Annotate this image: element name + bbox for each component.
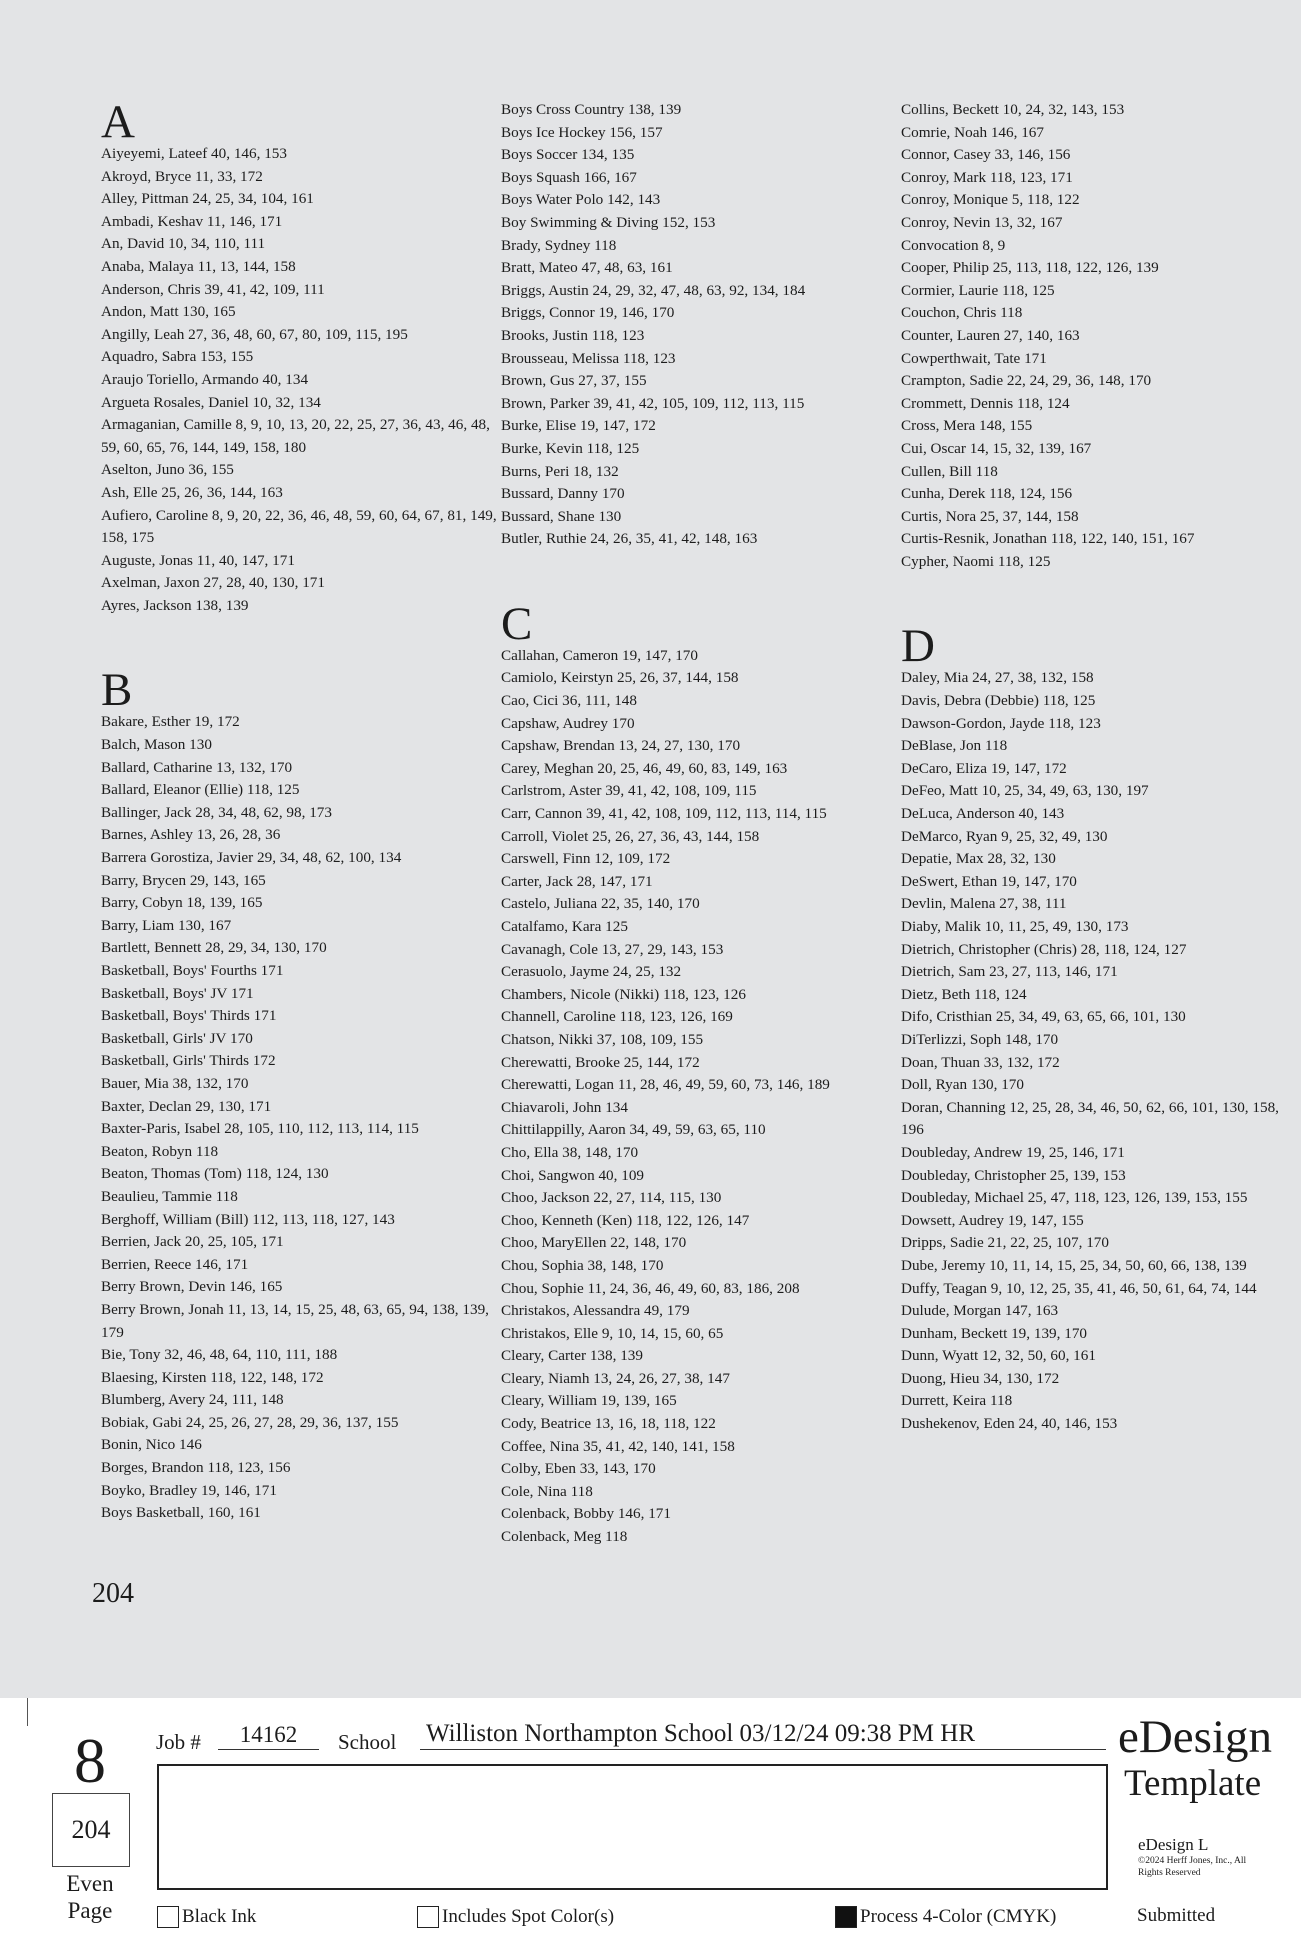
- index-entry: Brown, Parker 39, 41, 42, 105, 109, 112, 113, 115: [501, 394, 805, 412]
- index-entry: Doll, Ryan 130, 170: [901, 1076, 1024, 1094]
- index-entry: Araujo Toriello, Armando 40, 134: [101, 370, 309, 388]
- index-entry: Dawson-Gordon, Jayde 118, 123: [901, 714, 1101, 732]
- index-entry: Davis, Debra (Debbie) 118, 125: [901, 692, 1096, 710]
- index-entry: Berghoff, William (Bill) 112, 113, 118, 127, 143: [101, 1210, 395, 1228]
- index-entry: Berrien, Jack 20, 25, 105, 171: [101, 1233, 284, 1251]
- index-entry: Dripps, Sadie 21, 22, 25, 107, 170: [901, 1234, 1109, 1252]
- index-entry: Castelo, Juliana 22, 35, 140, 170: [501, 895, 700, 913]
- index-entry: Auguste, Jonas 11, 40, 147, 171: [101, 551, 295, 569]
- page-number-box: 204: [52, 1793, 130, 1867]
- index-entry: Dietz, Beth 118, 124: [901, 985, 1027, 1003]
- index-entry: Burke, Elise 19, 147, 172: [501, 417, 656, 435]
- index-entry: Dietrich, Sam 23, 27, 113, 146, 171: [901, 963, 1118, 981]
- template-name: eDesign L: [1138, 1835, 1209, 1854]
- index-entry: Barrera Gorostiza, Javier 29, 34, 48, 62, 100, 134: [101, 849, 402, 867]
- index-entry: Cao, Cici 36, 111, 148: [501, 692, 637, 710]
- school-label: School: [338, 1730, 397, 1754]
- index-entry: Carey, Meghan 20, 25, 46, 49, 60, 83, 149, 163: [501, 759, 788, 777]
- index-entry: Chatson, Nikki 37, 108, 109, 155: [501, 1030, 704, 1048]
- index-entry: DiTerlizzi, Soph 148, 170: [901, 1030, 1059, 1048]
- index-entry: Chittilappilly, Aaron 34, 49, 59, 63, 65, 110: [501, 1121, 766, 1139]
- index-entry: Beaton, Robyn 118: [101, 1142, 219, 1160]
- index-entry: Bonin, Nico 146: [101, 1436, 202, 1454]
- index-entry: Colenback, Meg 118: [501, 1528, 628, 1546]
- index-entry: Akroyd, Bryce 11, 33, 172: [101, 167, 263, 185]
- index-entry: Berry Brown, Devin 146, 165: [101, 1278, 283, 1296]
- index-entry: Choo, Kenneth (Ken) 118, 122, 126, 147: [501, 1211, 750, 1229]
- index-entry: Ash, Elle 25, 26, 36, 144, 163: [101, 483, 283, 501]
- section-gap: [101, 617, 501, 667]
- index-entry: Curtis-Resnik, Jonathan 118, 122, 140, 151, 167: [901, 530, 1195, 548]
- index-entry: Callahan, Cameron 19, 147, 170: [501, 646, 698, 664]
- index-entry: Baxter, Declan 29, 130, 171: [101, 1097, 272, 1115]
- cmyk-label: Process 4-Color (CMYK): [860, 1906, 1057, 1927]
- index-entry: Carswell, Finn 12, 109, 172: [501, 850, 671, 868]
- page-number: 8: [74, 1725, 106, 1796]
- index-entry: Bauer, Mia 38, 132, 170: [101, 1074, 249, 1092]
- index-entry: Colby, Eben 33, 143, 170: [501, 1460, 656, 1478]
- job-number-field[interactable]: 14162: [218, 1722, 319, 1750]
- index-entry: Aufiero, Caroline 8, 9, 20, 22, 36, 46, 48, 59, 60, 64, 67, 81, 149, 158, 175: [101, 506, 497, 547]
- index-entry: Butler, Ruthie 24, 26, 35, 41, 42, 148, 163: [501, 530, 758, 548]
- index-entry: Duong, Hieu 34, 130, 172: [901, 1369, 1060, 1387]
- index-entry: Cunha, Derek 118, 124, 156: [901, 485, 1073, 503]
- index-entry: Cody, Beatrice 13, 16, 18, 118, 122: [501, 1415, 716, 1433]
- index-entry: Brooks, Justin 118, 123: [501, 326, 645, 344]
- index-entry: Cleary, William 19, 139, 165: [501, 1392, 677, 1410]
- section-letter: C: [501, 597, 533, 650]
- index-entry: Durrett, Keira 118: [901, 1392, 1013, 1410]
- template-footer: [0, 1698, 1301, 1951]
- index-entry: Chou, Sophie 11, 24, 36, 46, 49, 60, 83, 186, 208: [501, 1279, 800, 1297]
- index-entry: Cavanagh, Cole 13, 27, 29, 143, 153: [501, 940, 724, 958]
- index-entry: Andon, Matt 130, 165: [101, 303, 236, 321]
- index-entry: Anderson, Chris 39, 41, 42, 109, 111: [101, 280, 325, 298]
- school-field[interactable]: Williston Northampton School 03/12/24 09:38 PM HR: [420, 1720, 1106, 1750]
- index-entry: Briggs, Connor 19, 146, 170: [501, 304, 675, 322]
- index-entry: Cullen, Bill 118: [901, 462, 998, 480]
- index-entry: DeBlase, Jon 118: [901, 737, 1008, 755]
- index-entry: DeFeo, Matt 10, 25, 34, 49, 63, 130, 197: [901, 782, 1149, 800]
- index-entry: Cormier, Laurie 118, 125: [901, 281, 1055, 299]
- index-entry: Berry Brown, Jonah 11, 13, 14, 15, 25, 48, 63, 65, 94, 138, 139, 179: [101, 1300, 489, 1341]
- index-entry: Aiyeyemi, Lateef 40, 146, 153: [101, 145, 287, 162]
- index-column-3: [901, 99, 1291, 1436]
- index-entry: Doan, Thuan 33, 132, 172: [901, 1053, 1060, 1071]
- checkbox-icon[interactable]: [157, 1906, 179, 1928]
- index-entry: Chambers, Nicole (Nikki) 118, 123, 126: [501, 985, 746, 1003]
- brand-subtitle: Template: [1124, 1763, 1262, 1804]
- index-entry: Counter, Lauren 27, 140, 163: [901, 326, 1080, 344]
- section-letter: B: [101, 664, 133, 717]
- index-entry: Connor, Casey 33, 146, 156: [901, 146, 1071, 164]
- index-entry: Conroy, Nevin 13, 32, 167: [901, 213, 1063, 231]
- index-entry: DeSwert, Ethan 19, 147, 170: [901, 872, 1077, 890]
- index-entry: Boys Cross Country 138, 139: [501, 101, 682, 118]
- checkbox-icon[interactable]: [417, 1906, 439, 1928]
- index-entry: Capshaw, Audrey 170: [501, 714, 635, 732]
- index-entry: Curtis, Nora 25, 37, 144, 158: [901, 507, 1079, 525]
- index-entry: Bakare, Esther 19, 172: [101, 713, 240, 731]
- index-entry: Basketball, Girls' JV 170: [101, 1029, 253, 1047]
- index-entry: Camiolo, Keirstyn 25, 26, 37, 144, 158: [501, 669, 739, 687]
- index-entry: Burke, Kevin 118, 125: [501, 439, 640, 457]
- index-entry: Alley, Pittman 24, 25, 34, 104, 161: [101, 190, 314, 208]
- index-entry: Boys Soccer 134, 135: [501, 146, 635, 164]
- index-entry: Anaba, Malaya 11, 13, 144, 158: [101, 257, 296, 275]
- index-entry: Boyko, Bradley 19, 146, 171: [101, 1481, 277, 1499]
- index-entry: Barnes, Ashley 13, 26, 28, 36: [101, 826, 281, 844]
- index-entry: Dushekenov, Eden 24, 40, 146, 153: [901, 1415, 1118, 1433]
- index-entry: Bussard, Shane 130: [501, 507, 622, 525]
- index-entry: Cleary, Carter 138, 139: [501, 1347, 643, 1365]
- index-entry: Capshaw, Brendan 13, 24, 27, 130, 170: [501, 737, 741, 755]
- index-entry: Ballinger, Jack 28, 34, 48, 62, 98, 173: [101, 803, 332, 821]
- index-entry: Cui, Oscar 14, 15, 32, 139, 167: [901, 439, 1092, 457]
- index-entry: Ballard, Eleanor (Ellie) 118, 125: [101, 781, 300, 799]
- copyright-text: ©2024 Herff Jones, Inc., All Rights Reserved: [1138, 1856, 1247, 1878]
- index-entry: Doubleday, Andrew 19, 25, 146, 171: [901, 1143, 1125, 1161]
- index-entry: Convocation 8, 9: [901, 236, 1006, 254]
- index-entry: Carroll, Violet 25, 26, 27, 36, 43, 144, 158: [501, 827, 760, 845]
- section-gap: [501, 551, 901, 601]
- index-entry: Daley, Mia 24, 27, 38, 132, 158: [901, 669, 1094, 687]
- index-entry: Baxter-Paris, Isabel 28, 105, 110, 112, 113, 114, 115: [101, 1120, 419, 1138]
- index-entry: Dulude, Morgan 147, 163: [901, 1302, 1059, 1320]
- index-entry: Chou, Sophia 38, 148, 170: [501, 1256, 664, 1274]
- index-entry: Cherewatti, Logan 11, 28, 46, 49, 59, 60, 73, 146, 189: [501, 1076, 830, 1094]
- index-entry: Boys Squash 166, 167: [501, 168, 637, 186]
- index-entry: Armaganian, Camille 8, 9, 10, 13, 20, 22, 25, 27, 36, 43, 46, 48, 59, 60, 65, 76, 144, 149, 158, 180: [101, 416, 490, 456]
- index-entry: Channell, Caroline 118, 123, 126, 169: [501, 1008, 733, 1026]
- index-entry: Balch, Mason 130: [101, 736, 212, 754]
- index-entry: Collins, Beckett 10, 24, 32, 143, 153: [901, 101, 1125, 118]
- index-entry: Carter, Jack 28, 147, 171: [501, 872, 653, 890]
- index-entry: Dunn, Wyatt 12, 32, 50, 60, 161: [901, 1347, 1096, 1365]
- index-entry: Diaby, Malik 10, 11, 25, 49, 130, 173: [901, 918, 1129, 935]
- index-entry: Depatie, Max 28, 32, 130: [901, 850, 1056, 868]
- notes-box[interactable]: [157, 1764, 1108, 1890]
- index-entry: Conroy, Monique 5, 118, 122: [901, 191, 1080, 209]
- index-entry: Brown, Gus 27, 37, 155: [501, 372, 647, 390]
- index-entry: Brousseau, Melissa 118, 123: [501, 349, 676, 367]
- index-entry: An, David 10, 34, 110, 111: [101, 235, 266, 253]
- index-entry: Bussard, Danny 170: [501, 485, 625, 503]
- index-entry: Bratt, Mateo 47, 48, 63, 161: [501, 259, 673, 277]
- index-entry: Ballard, Catharine 13, 132, 170: [101, 758, 293, 776]
- index-entry: DeLuca, Anderson 40, 143: [901, 805, 1065, 823]
- index-entry: Bobiak, Gabi 24, 25, 26, 27, 28, 29, 36, 137, 155: [101, 1413, 399, 1431]
- index-entry: Coffee, Nina 35, 41, 42, 140, 141, 158: [501, 1437, 735, 1455]
- index-entry: Couchon, Chris 118: [901, 304, 1023, 322]
- index-entry: Christakos, Elle 9, 10, 14, 15, 60, 65: [501, 1324, 724, 1342]
- index-entry: Beaulieu, Tammie 118: [101, 1187, 238, 1205]
- index-entry: Choo, Jackson 22, 27, 114, 115, 130: [501, 1189, 722, 1207]
- index-entry: Doubleday, Michael 25, 47, 118, 123, 126, 139, 153, 155: [901, 1189, 1248, 1207]
- index-entry: Basketball, Girls' Thirds 172: [101, 1052, 276, 1070]
- spot-color-checkbox[interactable]: [417, 1906, 614, 1928]
- index-entry: Boys Basketball, 160, 161: [101, 1504, 261, 1522]
- index-entry: Aquadro, Sabra 153, 155: [101, 348, 254, 366]
- index-entry: Choo, MaryEllen 22, 148, 170: [501, 1234, 687, 1252]
- index-entry: Crommett, Dennis 118, 124: [901, 394, 1070, 412]
- index-entry: Cowperthwait, Tate 171: [901, 349, 1047, 367]
- index-entry: Difo, Cristhian 25, 34, 49, 63, 65, 66, 101, 130: [901, 1008, 1186, 1026]
- index-entry: Dube, Jeremy 10, 11, 14, 15, 25, 34, 50, 60, 66, 138, 139: [901, 1256, 1247, 1274]
- index-entry: Cerasuolo, Jayme 24, 25, 132: [501, 963, 682, 981]
- section-letter: A: [101, 96, 135, 148]
- index-entry: Boy Swimming & Diving 152, 153: [501, 213, 716, 231]
- index-entry: Carr, Cannon 39, 41, 42, 108, 109, 112, 113, 114, 115: [501, 805, 827, 823]
- black-ink-label: Black Ink: [182, 1906, 257, 1927]
- black-ink-checkbox[interactable]: [157, 1906, 256, 1928]
- index-entry: Argueta Rosales, Daniel 10, 32, 134: [101, 393, 321, 411]
- index-entry: Brady, Sydney 118: [501, 236, 617, 254]
- index-entry: Comrie, Noah 146, 167: [901, 123, 1044, 141]
- brand-title: eDesign: [1118, 1711, 1273, 1763]
- index-entry: Basketball, Boys' JV 171: [101, 984, 254, 1002]
- checkbox-checked-icon[interactable]: [835, 1906, 857, 1928]
- index-entry: Christakos, Alessandra 49, 179: [501, 1302, 690, 1320]
- index-entry: Berrien, Reece 146, 171: [101, 1255, 249, 1273]
- index-entry: Burns, Peri 18, 132: [501, 462, 619, 480]
- index-entry: Duffy, Teagan 9, 10, 12, 25, 35, 41, 46, 50, 61, 64, 74, 144: [901, 1279, 1257, 1297]
- section-letter: D: [901, 620, 935, 673]
- index-entry: Blaesing, Kirsten 118, 122, 148, 172: [101, 1368, 324, 1386]
- index-entry: Carlstrom, Aster 39, 41, 42, 108, 109, 115: [501, 782, 757, 800]
- spot-color-label: Includes Spot Color(s): [442, 1906, 615, 1927]
- cmyk-checkbox[interactable]: [835, 1906, 1056, 1928]
- index-entry: Cross, Mera 148, 155: [901, 417, 1033, 435]
- index-entry: Basketball, Boys' Thirds 171: [101, 1007, 277, 1025]
- index-entry: Dowsett, Audrey 19, 147, 155: [901, 1211, 1084, 1229]
- index-entry: Cole, Nina 118: [501, 1482, 593, 1500]
- index-entry: Colenback, Bobby 146, 171: [501, 1505, 671, 1523]
- submitted-label: Submitted: [1137, 1905, 1216, 1926]
- index-entry: Chiavaroli, John 134: [501, 1098, 628, 1116]
- index-entry: Choi, Sangwon 40, 109: [501, 1166, 645, 1184]
- index-entry: Dietrich, Christopher (Chris) 28, 118, 124, 127: [901, 940, 1187, 958]
- index-entry: Conroy, Mark 118, 123, 171: [901, 168, 1073, 186]
- index-entry: Boys Ice Hockey 156, 157: [501, 123, 663, 141]
- index-entry: Cleary, Niamh 13, 24, 26, 27, 38, 147: [501, 1369, 730, 1387]
- index-entry: Borges, Brandon 118, 123, 156: [101, 1459, 291, 1477]
- index-entry: Angilly, Leah 27, 36, 48, 60, 67, 80, 109, 115, 195: [101, 325, 408, 343]
- job-label: Job #: [156, 1730, 201, 1754]
- index-entry: Dunham, Beckett 19, 139, 170: [901, 1324, 1088, 1342]
- index-entry: Barry, Liam 130, 167: [101, 916, 232, 934]
- index-entry: Devlin, Malena 27, 38, 111: [901, 895, 1067, 913]
- index-entry: DeMarco, Ryan 9, 25, 32, 49, 130: [901, 827, 1108, 845]
- index-entry: Cho, Ella 38, 148, 170: [501, 1143, 639, 1161]
- index-entry: Cypher, Naomi 118, 125: [901, 552, 1051, 570]
- index-entry: Catalfamo, Kara 125: [501, 918, 628, 935]
- index-entry: Axelman, Jaxon 27, 28, 40, 130, 171: [101, 574, 325, 592]
- index-entry: Briggs, Austin 24, 29, 32, 47, 48, 63, 92, 134, 184: [501, 281, 806, 299]
- index-entry: Bartlett, Bennett 28, 29, 34, 130, 170: [101, 939, 327, 957]
- index-entry: Cooper, Philip 25, 113, 118, 122, 126, 139: [901, 259, 1159, 277]
- index-entry: Barry, Cobyn 18, 139, 165: [101, 894, 263, 912]
- index-entry: Cherewatti, Brooke 25, 144, 172: [501, 1053, 700, 1071]
- index-entry: Barry, Brycen 29, 143, 165: [101, 871, 266, 889]
- page-kind: Even Page: [66, 1871, 114, 1923]
- index-entry: Bie, Tony 32, 46, 48, 64, 110, 111, 188: [101, 1346, 338, 1364]
- index-column-2: [501, 99, 901, 1549]
- index-entry: Crampton, Sadie 22, 24, 29, 36, 148, 170: [901, 372, 1152, 390]
- index-entry: DeCaro, Eliza 19, 147, 172: [901, 759, 1067, 777]
- section-gap: [901, 573, 1291, 623]
- page-folio: 204: [92, 1578, 134, 1609]
- index-entry: Ayres, Jackson 138, 139: [101, 596, 249, 614]
- index-entry: Boys Water Polo 142, 143: [501, 191, 661, 209]
- index-column-1: [101, 96, 501, 1525]
- index-entry: Beaton, Thomas (Tom) 118, 124, 130: [101, 1165, 329, 1183]
- index-entry: Basketball, Boys' Fourths 171: [101, 962, 284, 979]
- index-entry: Doubleday, Christopher 25, 139, 153: [901, 1166, 1126, 1184]
- index-entry: Ambadi, Keshav 11, 146, 171: [101, 212, 283, 230]
- index-entry: Doran, Channing 12, 25, 28, 34, 46, 50, 62, 66, 101, 130, 158, 196: [901, 1098, 1279, 1139]
- index-entry: Aselton, Juno 36, 155: [101, 461, 234, 479]
- trim-mark: [27, 1698, 28, 1726]
- index-entry: Blumberg, Avery 24, 111, 148: [101, 1391, 284, 1409]
